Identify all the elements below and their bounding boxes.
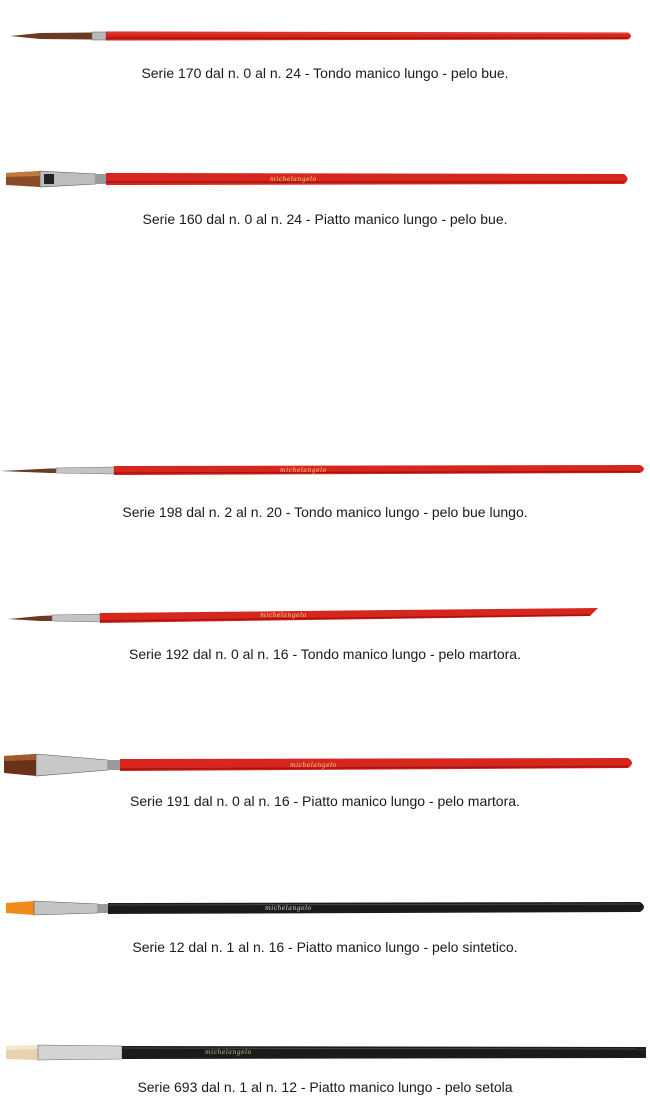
svg-text:michelangelo: michelangelo (205, 1049, 252, 1056)
brush-image-serie-198 (0, 455, 650, 485)
brush-image-serie-12 (0, 893, 650, 923)
brush-image-serie-170 (0, 21, 650, 51)
brush-caption: Serie 12 dal n. 1 al n. 16 - Piatto manico lungo - pelo sintetico. (132, 939, 518, 955)
brush-image-serie-693 (0, 1037, 650, 1067)
brush-image-serie-192 (0, 601, 650, 631)
brush-ferrule (56, 467, 114, 474)
brush-caption: Serie 191 dal n. 0 al n. 16 - Piatto manico lungo - pelo martora. (130, 793, 520, 809)
brush-handle (114, 465, 644, 475)
svg-text:michelangelo: michelangelo (260, 612, 307, 619)
brush-ferrule (38, 1045, 122, 1060)
brush-image-serie-160 (0, 164, 650, 194)
brush-ferrule (92, 32, 106, 40)
brush-image-serie-191 (0, 750, 650, 780)
brush-ferrule (36, 754, 108, 776)
brush-hair (10, 33, 92, 40)
svg-text:michelangelo: michelangelo (270, 176, 317, 183)
svg-text:michelangelo: michelangelo (280, 467, 327, 474)
brush-hair (0, 469, 56, 474)
brush-handle (106, 173, 628, 185)
brush-ferrule (34, 901, 98, 915)
brush-hair (8, 616, 52, 622)
brush-ferrule (52, 614, 100, 622)
brush-caption: Serie 693 dal n. 1 al n. 12 - Piatto manico lungo - pelo setola (137, 1079, 513, 1095)
brush-caption: Serie 170 dal n. 0 al n. 24 - Tondo manico lungo - pelo bue. (141, 65, 509, 81)
brush-caption: Serie 192 dal n. 0 al n. 16 - Tondo manico lungo - pelo martora. (129, 646, 521, 662)
brush-hair (6, 901, 34, 915)
svg-text:michelangelo: michelangelo (290, 762, 337, 769)
brush-caption: Serie 160 dal n. 0 al n. 24 - Piatto manico lungo - pelo bue. (142, 211, 508, 227)
svg-text:michelangelo: michelangelo (265, 905, 312, 912)
brush-caption: Serie 198 dal n. 2 al n. 20 - Tondo manico lungo - pelo bue lungo. (122, 504, 528, 520)
